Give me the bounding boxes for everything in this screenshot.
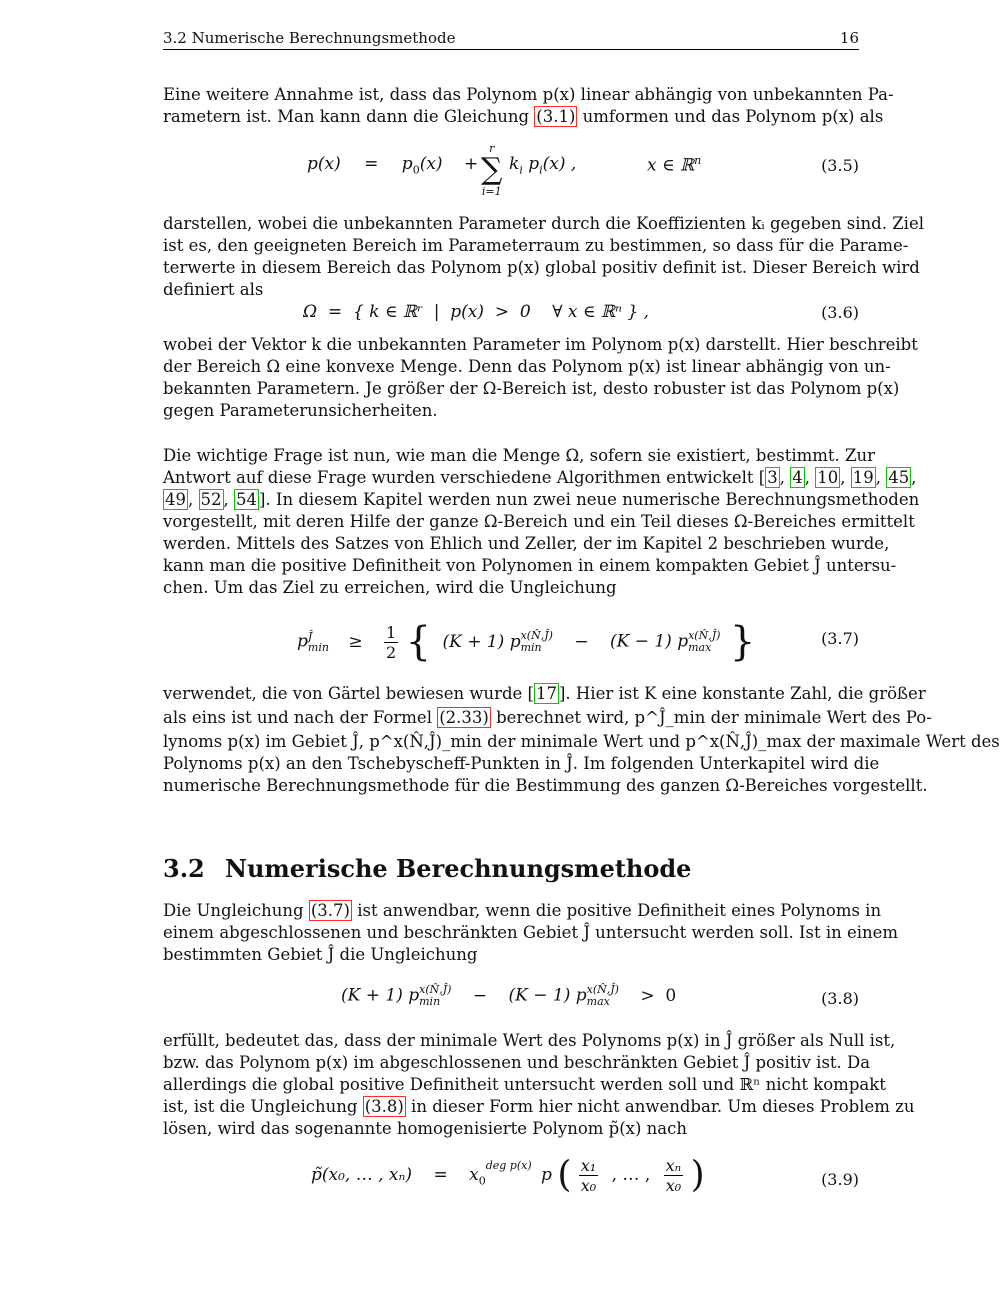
sum-operator [481,142,502,198]
equation-body [307,154,494,176]
eq-sub: 0 [412,163,420,177]
eq-term: p [528,154,540,174]
eq-sub: min [307,641,329,654]
eq-term: x [469,1165,479,1185]
eq-sup: x(N̂,Ĵ) [520,629,553,642]
equation-body: Ω = { k ∈ ℝʳ | p(x) > 0 ∀ x ∈ ℝⁿ } , [303,302,649,322]
text-line: bekannten Parametern. Je größer der Ω-Bereich ist, desto robuster ist das Polynom p(x) [163,379,900,398]
citation-link[interactable]: 52 [200,490,222,509]
eq-sub: 0 [478,1174,486,1188]
citation-link[interactable]: 19 [852,468,874,487]
text-run: in dieser Form hier nicht anwendbar. Um dieses Problem zu [405,1097,915,1116]
citation-link[interactable]: 17 [535,684,557,703]
text-line [163,1096,915,1118]
eq-sub: i [519,163,523,177]
text-run: als eins ist und nach der Formel [163,708,438,727]
eq-term: (x) [419,154,443,174]
equation-number: (3.6) [821,303,859,322]
numerator: xₙ [665,1156,682,1175]
close-brace: } [729,619,756,665]
text-line: bzw. das Polynom p(x) im abgeschlossenen und beschränkten Gebiet Ĵ positiv ist. Da [163,1053,871,1072]
eq-sup: x(N̂,Ĵ) [586,983,619,996]
text-run: . Hier ist K eine konstante Zahl, die größer [565,684,926,703]
eq-lhs: p̃(x₀, … , xₙ) [311,1165,413,1185]
section-title: Numerische Berechnungsmethode [225,854,692,883]
equation-body [297,619,756,665]
text-run: Antwort auf diese Frage wurden verschiedene Algorithmen entwickelt [163,468,759,487]
text-line: numerische Berechnungsmethode für die Bestimmung des ganzen Ω-Bereiches vorgestellt. [163,776,928,795]
citation-link[interactable]: 54 [236,490,257,509]
text-run: verwendet, die von Gärtel bewiesen wurde [163,684,528,703]
eq-term: (K − 1) p [508,985,587,1006]
text-line: werden. Mittels des Satzes von Ehlich und Zeller, der im Kapitel 2 beschrieben wurde, [163,534,890,553]
text-line: ist es, den geeigneten Bereich im Parameterraum zu bestimmen, so dass für die Parame- [163,236,909,255]
equation-body-2 [509,154,576,176]
eq-relation: ≥ [348,631,363,652]
equation-3-7 [163,612,859,668]
eq-term: (K + 1) p [341,985,420,1006]
text-run: umformen und das Polynom p(x) als [577,107,884,126]
eq-term: (K + 1) p [442,631,521,652]
text-line: lösen, wird das sogenannte homogenisierte Polynom p̃(x) nach [163,1119,687,1138]
text-line: Polynoms p(x) an den Tschebyscheff-Punkten in Ĵ. Im folgenden Unterkapitel wird die [163,754,880,773]
eq-sup: Ĵ [307,630,313,643]
equation-link-2-33[interactable]: (2.33) [439,708,489,727]
citation-link[interactable]: 4 [792,468,803,487]
text-line: definiert als [163,280,264,299]
open-brace: { [405,619,432,665]
eq-term: (K − 1) p [609,631,689,652]
text-line: chen. Um das Ziel zu erreichen, wird die Ungleichung [163,578,617,597]
eq-minus: − [472,985,488,1006]
eq-term: p [297,631,308,652]
sum-symbol: ∑ [481,152,503,187]
text-line: verwendet, die von Gärtel bewiesen wurde [ 17 ]. Hier ist K eine konstante Zahl, die größer [163,684,926,703]
eq-sub: min [520,641,542,654]
text-line [163,106,884,128]
numerator: x₁ [580,1156,597,1175]
equation-body [341,984,676,1008]
eq-term: p [401,154,413,174]
equation-3-6 [163,300,859,326]
header-section-title: 3.2 Numerische Berechnungsmethode [163,29,456,47]
eq-sup: x(N̂,Ĵ) [419,983,452,996]
paragraph-3 [163,334,918,422]
text-line: wobei der Vektor k die unbekannten Parameter im Polynom p(x) darstellt. Hier beschreibt [163,335,918,354]
paragraph-1 [163,84,894,128]
citation-link[interactable]: 3 [767,468,778,487]
text-line: kann man die positive Definitheit von Polynomen in einem kompakten Gebiet Ĵ untersu- [163,556,897,575]
eq-sup: x(N̂,Ĵ) [688,629,721,642]
equation-number: (3.7) [821,629,859,648]
equation-3-9 [163,1152,859,1208]
section-number: 3.2 [163,854,205,883]
eq-plus: + [463,154,479,174]
fraction [579,1156,598,1195]
paragraph-6 [163,900,899,966]
fraction [384,623,398,662]
eq-term: (x) , [542,154,577,174]
equation-link-3-1[interactable]: (3.1) [536,107,576,126]
text-line: gegen Parameterunsicherheiten. [163,401,438,420]
text-line: bestimmten Gebiet Ĵ die Ungleichung [163,945,478,964]
eq-sub: i [539,163,543,177]
eq-domain: x ∈ ℝ [647,155,695,176]
text-line: der Bereich Ω eine konvexe Menge. Denn das Polynom p(x) ist linear abhängig von un- [163,357,891,376]
text-line: lynoms p(x) im Gebiet Ĵ, p^x(N̂,Ĵ)_min der minimale Wert und p^x(N̂,Ĵ)_max der maximale Wert des [163,732,1000,751]
equation-domain [647,154,701,176]
eq-term: p [541,1165,552,1185]
equation-number: (3.8) [821,989,859,1008]
sum-upper: r [489,142,495,155]
text-line: einem abgeschlossenen und beschränkten Gebiet Ĵ untersucht werden soll. Ist in einem [163,923,899,942]
running-header [163,27,859,50]
text-run: berechnet wird, p^Ĵ_min der minimale Wert des Po- [490,708,932,727]
paragraph-2 [163,213,925,301]
eq-sub: max [586,995,610,1008]
equation-3-8 [163,980,859,1020]
eq-term: k [509,154,520,174]
eq-sign: = [364,154,379,174]
equation-link-3-8[interactable]: (3.8) [364,1097,404,1116]
citation-link[interactable]: 49 [165,490,186,509]
text-line: Antwort auf diese Frage wurden verschiedene Algorithmen entwickelt [ 3 , 4 , 10 , 19 , 45 , [163,468,917,487]
eq-minus: − [574,631,589,652]
text-line: Eine weitere Annahme ist, dass das Polynom p(x) linear abhängig von unbekannten Pa- [163,85,894,104]
text-line: allerdings die global positive Definitheit untersucht werden soll und ℝⁿ nicht kompakt [163,1075,886,1094]
text-line: vorgestellt, mit deren Hilfe der ganze Ω-Bereich und ein Teil dieses Ω-Bereiches ermittelt [163,512,915,531]
eq-ellipsis: , … , [611,1165,651,1185]
text-line [163,900,882,922]
denominator: 2 [386,642,397,662]
citation-link[interactable]: 10 [817,468,839,487]
paragraph-4 [163,445,920,599]
text-line: darstellen, wobei die unbekannten Parameter durch die Koeffizienten kᵢ gegeben sind. Ziel [163,214,925,233]
equation-3-5 [163,140,859,200]
text-run: Die Ungleichung [163,901,309,920]
fraction [664,1156,684,1195]
text-line: erfüllt, bedeutet das, dass der minimale Wert des Polynoms p(x) in Ĵ größer als Null ist, [163,1031,896,1050]
equation-number: (3.5) [821,156,859,175]
text-line: Die wichtige Frage ist nun, wie man die Menge Ω, sofern sie existiert, bestimmt. Zur [163,446,876,465]
eq-sup: n [694,154,702,167]
eq-exponent: deg p(x) [485,1159,532,1173]
text-run: . In diesem Kapitel werden nun zwei neue numerische Berechnungsmethoden [265,490,920,509]
denominator: x₀ [665,1176,682,1195]
paragraph-5 [163,683,1000,797]
text-run: rametern ist. Man kann dann die Gleichung [163,107,535,126]
eq-relation: > 0 [640,985,677,1006]
text-line [163,707,932,729]
citation-link[interactable]: 45 [888,468,910,487]
denominator: x₀ [580,1176,597,1195]
sum-lower: i=1 [481,185,502,198]
eq-lhs: p(x) [307,154,341,174]
paragraph-7 [163,1030,915,1140]
eq-sub: max [688,641,712,654]
equation-number: (3.9) [821,1170,859,1189]
text-line: 49 , 52 , 54 ]. In diesem Kapitel werden nun zwei neue numerische Berechnungsmethoden [165,490,920,509]
equation-link-3-7[interactable]: (3.7) [310,901,350,920]
equation-body: p̃(x₀, … , $x_n) = x_0^{deg p(x)}$ p ( $\frac{\text{x₁}}{\text{x₀}}$ , … , $\frac{\text{xₙ}}{\text{x₀}}$ ) [311,1154,705,1196]
text-run: ist, ist die Ungleichung [163,1097,363,1116]
numerator: 1 [386,622,397,642]
text-line: terwerte in diesem Bereich das Polynom p(x) global positiv definit ist. Dieser Bereich wird [163,258,920,277]
page-number: 16 [839,29,859,47]
text-run: ist anwendbar, wenn die positive Definitheit eines Polynoms in [351,901,882,920]
section-heading [163,854,691,883]
eq-sub: min [419,995,441,1008]
eq-sign: = [433,1165,448,1185]
